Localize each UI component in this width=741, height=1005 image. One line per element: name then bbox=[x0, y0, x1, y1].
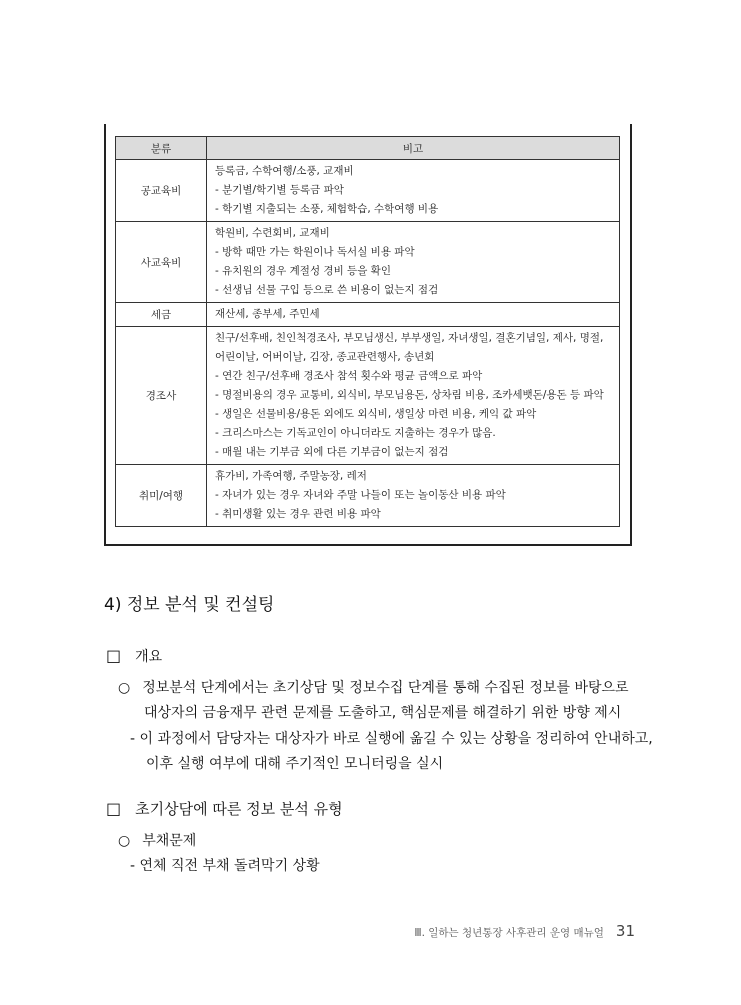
table-row bbox=[116, 303, 620, 327]
note-line: - 유치원의 경우 계절성 경비 등을 확인 bbox=[215, 265, 391, 277]
table-row bbox=[116, 465, 620, 527]
note-line: - 크리스마스는 기독교인이 아니더라도 지출하는 경우가 많음. bbox=[215, 427, 496, 439]
note-line: - 방학 때만 가는 학원이나 독서실 비용 파악 bbox=[215, 246, 415, 258]
row-category: 세금 bbox=[116, 303, 207, 327]
table-header-row bbox=[116, 137, 620, 160]
note-line: - 연간 친구/선후배 경조사 참석 횟수와 평균 금액으로 파악 bbox=[215, 370, 483, 382]
paragraph-line: - 이 과정에서 담당자는 대상자가 바로 실행에 옮길 수 있는 상황을 정리하여 안내하고, bbox=[130, 731, 653, 747]
row-category: 경조사 bbox=[116, 327, 207, 465]
row-category: 취미/여행 bbox=[116, 465, 207, 527]
note-line: - 생일은 선물비용/용돈 외에도 외식비, 생일상 마련 비용, 케익 값 파악 bbox=[215, 408, 537, 420]
overview-heading bbox=[106, 646, 162, 666]
row-notes bbox=[207, 327, 620, 465]
page-number: 31 bbox=[615, 922, 635, 940]
header-category: 분류 bbox=[116, 137, 207, 160]
section-title: 4) 정보 분석 및 컨설팅 bbox=[104, 595, 275, 615]
note-line: - 선생님 선물 구입 등으로 쓴 비용이 없는지 점검 bbox=[215, 284, 439, 296]
table-row bbox=[116, 327, 620, 465]
row-category: 사교육비 bbox=[116, 222, 207, 303]
paragraph-line: 대상자의 금융재무 관련 문제를 도출하고, 핵심문제를 해결하기 위한 방향 제시 bbox=[144, 705, 622, 721]
overview-paragraph-1 bbox=[118, 677, 629, 697]
note-line: 친구/선후배, 친인척경조사, 부모님생신, 부부생일, 자녀생일, 결혼기념일, 제사, 명절, 어린이날, 어버이날, 김장, 종교관련행사, 송년회 bbox=[215, 332, 604, 363]
row-notes bbox=[207, 222, 620, 303]
paragraph-line: 이후 실행 여부에 대해 주기적인 모니터링을 실시 bbox=[146, 756, 444, 772]
footer-text: Ⅲ. 일하는 청년통장 사후관리 운영 매뉴얼 bbox=[414, 927, 604, 939]
note-line: - 자녀가 있는 경우 자녀와 주말 나들이 또는 놀이동산 비용 파악 bbox=[215, 489, 506, 501]
note-line: 등록금, 수학여행/소풍, 교재비 bbox=[215, 165, 354, 177]
expense-category-table bbox=[115, 136, 620, 527]
table-row bbox=[116, 160, 620, 222]
table-row bbox=[116, 222, 620, 303]
note-line: 재산세, 종부세, 주민세 bbox=[215, 308, 320, 320]
note-line: - 매월 내는 기부금 외에 다른 기부금이 없는지 점검 bbox=[215, 446, 449, 458]
square-bullet-icon: □ bbox=[106, 646, 122, 665]
note-line: - 분기별/학기별 등록금 파악 bbox=[215, 184, 344, 196]
analysis-heading-text: 초기상담에 따른 정보 분석 유형 bbox=[135, 800, 343, 818]
note-line: 학원비, 수련회비, 교재비 bbox=[215, 227, 330, 239]
row-notes bbox=[207, 465, 620, 527]
paragraph-line: 정보분석 단계에서는 초기상담 및 정보수집 단계를 통해 수집된 정보를 바탕으로 bbox=[142, 680, 629, 696]
header-notes: 비고 bbox=[207, 137, 620, 160]
note-line: - 명절비용의 경우 교통비, 외식비, 부모님용돈, 상차림 비용, 조카세뱃돈/용돈 등 파악 bbox=[215, 389, 604, 401]
overview-heading-text: 개요 bbox=[135, 649, 163, 665]
circle-bullet-icon: ○ bbox=[118, 833, 131, 849]
square-bullet-icon: □ bbox=[106, 799, 122, 818]
row-category: 공교육비 bbox=[116, 160, 207, 222]
note-line: - 학기별 지출되는 소풍, 체험학습, 수학여행 비용 bbox=[215, 203, 439, 215]
page-footer bbox=[414, 922, 635, 940]
circle-bullet-icon: ○ bbox=[118, 680, 131, 696]
row-notes bbox=[207, 303, 620, 327]
row-notes bbox=[207, 160, 620, 222]
analysis-subheading-text: 부채문제 bbox=[142, 833, 197, 849]
analysis-item: - 연체 직전 부채 돌려막기 상황 bbox=[130, 858, 320, 874]
analysis-heading bbox=[106, 798, 343, 819]
analysis-subheading bbox=[118, 830, 196, 850]
note-line: 휴가비, 가족여행, 주말농장, 레저 bbox=[215, 470, 367, 482]
note-line: - 취미생활 있는 경우 관련 비용 파악 bbox=[215, 508, 381, 520]
